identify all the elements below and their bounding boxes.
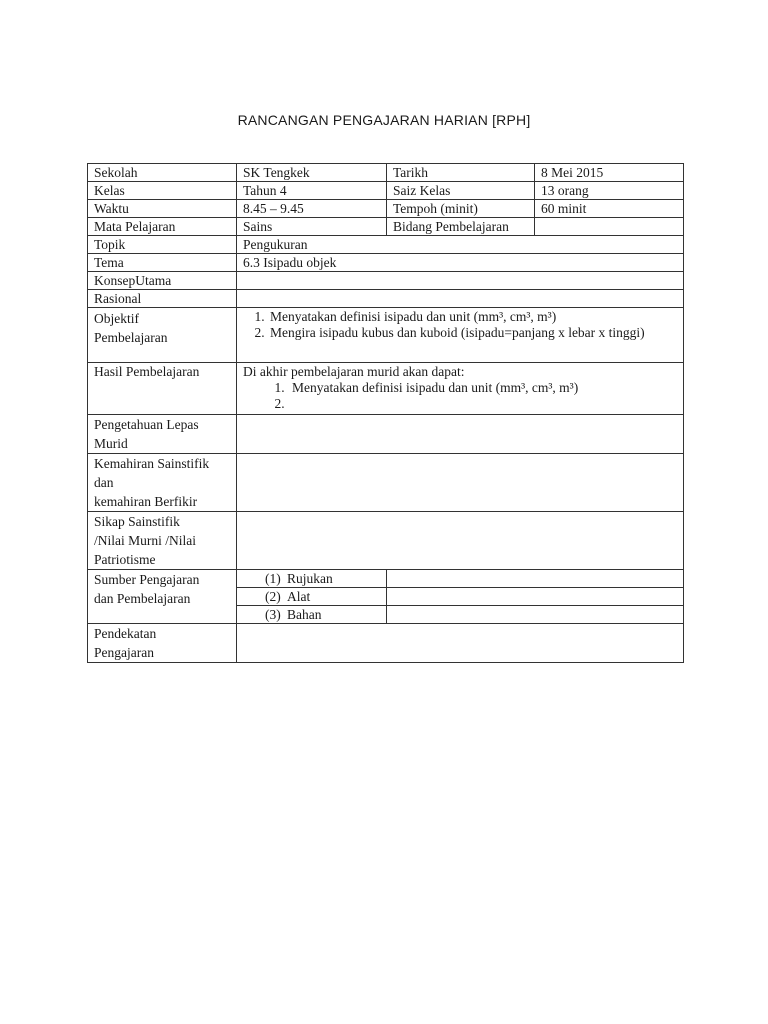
objektif-item-2: 2. Mengira isipadu kubus dan kuboid (isipadu=panjang x lebar x tinggi) xyxy=(268,325,677,341)
rph-table xyxy=(87,163,684,663)
label-kemahiran-line3: kemahiran Berfikir xyxy=(94,494,198,509)
label-objektif-line2: Pembelajaran xyxy=(94,330,168,345)
value-konsep-utama xyxy=(237,272,684,290)
label-objektif-line1: Objektif xyxy=(94,311,139,326)
label-topik: Topik xyxy=(88,236,237,254)
sumber-num-2: (2) xyxy=(265,589,281,604)
label-tema: Tema xyxy=(88,254,237,272)
sumber-num-3: (3) xyxy=(265,607,281,622)
label-pendekatan-line2: Pengajaran xyxy=(94,645,154,660)
row-topik xyxy=(88,236,684,254)
sumber-label-rujukan: Rujukan xyxy=(287,571,333,586)
row-kemahiran xyxy=(88,454,684,512)
sumber-row-rujukan xyxy=(237,570,683,588)
label-konsep-utama: KonsepUtama xyxy=(88,272,237,290)
sumber-label-alat: Alat xyxy=(287,589,311,604)
row-rasional xyxy=(88,290,684,308)
value-tempoh: 60 minit xyxy=(535,200,684,218)
value-sikap xyxy=(237,512,684,570)
value-mata-pelajaran: Sains xyxy=(237,218,387,236)
page-title: RANCANGAN PENGAJARAN HARIAN [RPH] xyxy=(237,112,531,128)
label-kemahiran-line1: Kemahiran Sainstifik xyxy=(94,456,210,471)
sumber-item-alat xyxy=(237,588,386,606)
objektif-list xyxy=(243,309,677,341)
row-konsep-utama xyxy=(88,272,684,290)
value-objektif xyxy=(237,308,684,363)
sumber-value-bahan xyxy=(386,606,683,624)
label-kemahiran xyxy=(88,454,237,512)
row-sikap xyxy=(88,512,684,570)
sumber-item-bahan xyxy=(237,606,386,624)
value-tema: 6.3 Isipadu objek xyxy=(237,254,684,272)
label-pengetahuan-line2: Murid xyxy=(94,436,128,451)
row-sekolah xyxy=(88,164,684,182)
sumber-num-1: (1) xyxy=(265,571,281,586)
row-pendekatan xyxy=(88,624,684,663)
label-bidang-pembelajaran: Bidang Pembelajaran xyxy=(387,218,535,236)
row-kelas xyxy=(88,182,684,200)
sumber-row-bahan xyxy=(237,606,683,624)
value-kemahiran xyxy=(237,454,684,512)
value-sumber xyxy=(237,570,684,624)
hasil-intro: Di akhir pembelajaran murid akan dapat: xyxy=(243,364,465,379)
sumber-item-rujukan xyxy=(237,570,386,588)
row-objektif xyxy=(88,308,684,363)
row-mata-pelajaran xyxy=(88,218,684,236)
sumber-value-alat xyxy=(386,588,683,606)
label-sumber-line2: dan Pembelajaran xyxy=(94,591,191,606)
label-saiz-kelas: Saiz Kelas xyxy=(387,182,535,200)
label-sumber-line1: Sumber Pengajaran xyxy=(94,572,200,587)
label-sumber xyxy=(88,570,237,624)
row-sumber xyxy=(88,570,684,624)
value-rasional xyxy=(237,290,684,308)
value-saiz-kelas: 13 orang xyxy=(535,182,684,200)
label-objektif xyxy=(88,308,237,363)
label-pendekatan-line1: Pendekatan xyxy=(94,626,157,641)
label-hasil-pembelajaran: Hasil Pembelajaran xyxy=(88,363,237,415)
row-pengetahuan-lepas xyxy=(88,415,684,454)
row-hasil-pembelajaran xyxy=(88,363,684,415)
value-hasil-pembelajaran xyxy=(237,363,684,415)
value-pendekatan xyxy=(237,624,684,663)
sumber-subtable xyxy=(237,570,683,623)
value-kelas: Tahun 4 xyxy=(237,182,387,200)
value-topik: Pengukuran xyxy=(237,236,684,254)
label-waktu: Waktu xyxy=(88,200,237,218)
label-pendekatan xyxy=(88,624,237,663)
sumber-label-bahan: Bahan xyxy=(287,607,322,622)
label-sikap xyxy=(88,512,237,570)
label-tarikh: Tarikh xyxy=(387,164,535,182)
row-waktu xyxy=(88,200,684,218)
row-tema xyxy=(88,254,684,272)
label-rasional: Rasional xyxy=(88,290,237,308)
value-sekolah: SK Tengkek xyxy=(237,164,387,182)
label-pengetahuan-line1: Pengetahuan Lepas xyxy=(94,417,199,432)
label-sikap-line1: Sikap Sainstifik xyxy=(94,514,180,529)
label-mata-pelajaran: Mata Pelajaran xyxy=(88,218,237,236)
value-tarikh: 8 Mei 2015 xyxy=(535,164,684,182)
label-sikap-line3: Patriotisme xyxy=(94,552,156,567)
value-bidang-pembelajaran xyxy=(535,218,684,236)
objektif-item-1: 1. Menyatakan definisi isipadu dan unit (mm³, cm³, m³) xyxy=(268,309,677,325)
hasil-item-1: 1. Menyatakan definisi isipadu dan unit (mm³, cm³, m³) xyxy=(288,380,677,396)
label-sikap-line2: /Nilai Murni /Nilai xyxy=(94,533,196,548)
sumber-row-alat xyxy=(237,588,683,606)
label-tempoh: Tempoh (minit) xyxy=(387,200,535,218)
hasil-list xyxy=(243,380,677,412)
value-pengetahuan-lepas xyxy=(237,415,684,454)
label-kelas: Kelas xyxy=(88,182,237,200)
hasil-item-2 xyxy=(288,396,677,412)
label-kemahiran-line2: dan xyxy=(94,475,114,490)
value-waktu: 8.45 – 9.45 xyxy=(237,200,387,218)
label-pengetahuan-lepas xyxy=(88,415,237,454)
sumber-value-rujukan xyxy=(386,570,683,588)
label-sekolah: Sekolah xyxy=(88,164,237,182)
